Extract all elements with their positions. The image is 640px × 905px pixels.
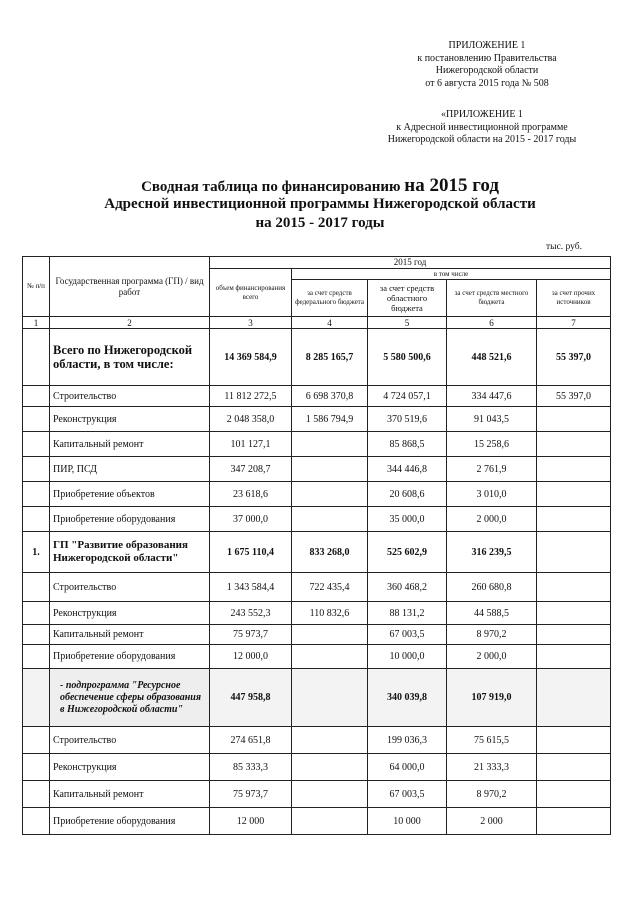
- table-row: [23, 386, 611, 407]
- col-header-local: за счет средств местного бюджета: [447, 280, 537, 317]
- cell-local: 2 000: [447, 808, 537, 835]
- cell-federal: 1 586 794,9: [292, 407, 368, 432]
- cell-other: [537, 625, 611, 645]
- appendix-line: от 6 августа 2015 года № 508: [425, 77, 549, 89]
- cell-local: 8 970,2: [447, 625, 537, 645]
- row-num: [23, 602, 50, 625]
- cell-local: 21 333,3: [447, 754, 537, 781]
- col-header-total: объем финансирования всего: [210, 269, 292, 317]
- table-row: [23, 482, 611, 507]
- appendix-header-program: [362, 109, 602, 147]
- cell-regional: 35 000,0: [368, 507, 447, 532]
- cell-other: [537, 507, 611, 532]
- row-label: ГП "Развитие образования Нижегородской области": [50, 532, 210, 573]
- cell-local: 75 615,5: [447, 727, 537, 754]
- table-row: [23, 407, 611, 432]
- cell-regional: 4 724 057,1: [368, 386, 447, 407]
- row-label: Строительство: [50, 727, 210, 754]
- row-num: [23, 808, 50, 835]
- cell-total: 1 343 584,4: [210, 573, 292, 602]
- row-label: Капитальный ремонт: [50, 781, 210, 808]
- table-row-subprogram: [23, 669, 611, 727]
- document-title: [0, 175, 640, 197]
- cell-other: [537, 727, 611, 754]
- cell-federal: [292, 507, 368, 532]
- col-number: 5: [368, 317, 447, 329]
- cell-total: 347 208,7: [210, 457, 292, 482]
- col-number: 3: [210, 317, 292, 329]
- row-label: Реконструкция: [50, 754, 210, 781]
- cell-total: 101 127,1: [210, 432, 292, 457]
- cell-local: 2 000,0: [447, 507, 537, 532]
- title-year: на 2015 год: [404, 175, 499, 196]
- cell-federal: [292, 754, 368, 781]
- row-label: Приобретение оборудования: [50, 808, 210, 835]
- row-num: [23, 432, 50, 457]
- appendix-line: к постановлению Правительства: [417, 52, 557, 64]
- cell-federal: [292, 482, 368, 507]
- row-num: [23, 727, 50, 754]
- cell-other: [537, 781, 611, 808]
- row-num: [23, 754, 50, 781]
- table-row: [23, 625, 611, 645]
- cell-total: 1 675 110,4: [210, 532, 292, 573]
- row-label: Всего по Нижегородской области, в том числе:: [50, 329, 210, 386]
- cell-local: 107 919,0: [447, 669, 537, 727]
- col-header-other: за счет прочих источников: [537, 280, 611, 317]
- cell-regional: 360 468,2: [368, 573, 447, 602]
- document-subtitle-period: на 2015 - 2017 годы: [255, 215, 385, 231]
- cell-other: [537, 754, 611, 781]
- cell-regional: 20 608,6: [368, 482, 447, 507]
- document-subtitle: Адресной инвестиционной программы Нижегородской области: [104, 196, 536, 212]
- row-num: [23, 507, 50, 532]
- table-row: [23, 781, 611, 808]
- cell-regional: 525 602,9: [368, 532, 447, 573]
- cell-regional: 344 446,8: [368, 457, 447, 482]
- cell-total: 447 958,8: [210, 669, 292, 727]
- table-row: [23, 432, 611, 457]
- table-row: [23, 602, 611, 625]
- cell-regional: 88 131,2: [368, 602, 447, 625]
- cell-local: 2 000,0: [447, 645, 537, 669]
- cell-total: 12 000: [210, 808, 292, 835]
- col-header-regional: за счет средств областного бюджета: [368, 280, 447, 317]
- cell-other: [537, 808, 611, 835]
- row-label: Капитальный ремонт: [50, 432, 210, 457]
- table-row: [23, 808, 611, 835]
- cell-total: 75 973,7: [210, 781, 292, 808]
- cell-federal: [292, 645, 368, 669]
- cell-other: [537, 482, 611, 507]
- cell-regional: 67 003,5: [368, 781, 447, 808]
- row-label: Реконструкция: [50, 407, 210, 432]
- cell-regional: 64 000,0: [368, 754, 447, 781]
- appendix-line: к Адресной инвестиционной программе: [396, 121, 568, 133]
- col-header-program: Государственная программа (ГП) / вид работ: [50, 257, 210, 317]
- cell-other: [537, 407, 611, 432]
- row-label: ПИР, ПСД: [50, 457, 210, 482]
- row-num: [23, 573, 50, 602]
- appendix-line: Нижегородской области: [435, 65, 539, 76]
- cell-local: 91 043,5: [447, 407, 537, 432]
- financing-table: [22, 256, 611, 835]
- col-number: 4: [292, 317, 368, 329]
- cell-federal: [292, 432, 368, 457]
- appendix-header: [382, 40, 592, 90]
- col-number: 6: [447, 317, 537, 329]
- cell-federal: [292, 808, 368, 835]
- row-label: - подпрограмма "Ресурсное обеспечение сферы образования в Нижегородской области": [50, 669, 210, 727]
- cell-other: [537, 645, 611, 669]
- unit-label: тыс. руб.: [546, 242, 582, 252]
- cell-federal: [292, 457, 368, 482]
- table-row: [23, 727, 611, 754]
- table-row: [23, 573, 611, 602]
- cell-federal: 8 285 165,7: [292, 329, 368, 386]
- cell-total: 85 333,3: [210, 754, 292, 781]
- table-row: [23, 507, 611, 532]
- cell-regional: 10 000,0: [368, 645, 447, 669]
- cell-other: [537, 602, 611, 625]
- row-num: [23, 386, 50, 407]
- cell-federal: [292, 625, 368, 645]
- row-label: Реконструкция: [50, 602, 210, 625]
- cell-other: 55 397,0: [537, 329, 611, 386]
- row-num: 1.: [23, 532, 50, 573]
- cell-regional: 340 039,8: [368, 669, 447, 727]
- cell-total: 2 048 358,0: [210, 407, 292, 432]
- cell-other: [537, 669, 611, 727]
- cell-regional: 370 519,6: [368, 407, 447, 432]
- row-label: Строительство: [50, 573, 210, 602]
- appendix-line: «ПРИЛОЖЕНИЕ 1: [441, 109, 523, 120]
- cell-other: [537, 573, 611, 602]
- cell-federal: 722 435,4: [292, 573, 368, 602]
- col-number: 1: [23, 317, 50, 329]
- row-num: [23, 482, 50, 507]
- column-number-row: [23, 317, 611, 329]
- cell-total: 75 973,7: [210, 625, 292, 645]
- cell-regional: 5 580 500,6: [368, 329, 447, 386]
- col-header-num: № п/п: [23, 257, 50, 317]
- row-label: Приобретение оборудования: [50, 645, 210, 669]
- cell-total: 274 651,8: [210, 727, 292, 754]
- cell-federal: [292, 727, 368, 754]
- table-row-total: [23, 329, 611, 386]
- cell-total: 12 000,0: [210, 645, 292, 669]
- row-num: [23, 329, 50, 386]
- cell-local: 2 761,9: [447, 457, 537, 482]
- cell-federal: 6 698 370,8: [292, 386, 368, 407]
- cell-other: [537, 532, 611, 573]
- row-num: [23, 645, 50, 669]
- appendix-line: ПРИЛОЖЕНИЕ 1: [448, 40, 526, 51]
- col-header-federal: за счет средств федерального бюджета: [292, 280, 368, 317]
- cell-local: 260 680,8: [447, 573, 537, 602]
- cell-local: 3 010,0: [447, 482, 537, 507]
- row-label: Приобретение объектов: [50, 482, 210, 507]
- cell-regional: 67 003,5: [368, 625, 447, 645]
- row-label: Строительство: [50, 386, 210, 407]
- row-label: Капитальный ремонт: [50, 625, 210, 645]
- cell-other: [537, 457, 611, 482]
- cell-other: [537, 432, 611, 457]
- table-row-program: [23, 532, 611, 573]
- title-main: Сводная таблица по финансированию: [141, 179, 401, 195]
- row-num: [23, 625, 50, 645]
- cell-local: 44 588,5: [447, 602, 537, 625]
- cell-regional: 85 868,5: [368, 432, 447, 457]
- cell-federal: 110 832,6: [292, 602, 368, 625]
- cell-total: 37 000,0: [210, 507, 292, 532]
- appendix-line: Нижегородской области на 2015 - 2017 годы: [387, 134, 577, 145]
- col-number: 2: [50, 317, 210, 329]
- cell-regional: 10 000: [368, 808, 447, 835]
- row-num: [23, 407, 50, 432]
- cell-local: 15 258,6: [447, 432, 537, 457]
- cell-federal: [292, 781, 368, 808]
- row-num: [23, 457, 50, 482]
- cell-regional: 199 036,3: [368, 727, 447, 754]
- col-header-incl: в том числе: [292, 269, 611, 280]
- row-num: [23, 781, 50, 808]
- cell-total: 23 618,6: [210, 482, 292, 507]
- table-row: [23, 457, 611, 482]
- cell-federal: [292, 669, 368, 727]
- table-row: [23, 645, 611, 669]
- cell-local: 448 521,6: [447, 329, 537, 386]
- cell-local: 334 447,6: [447, 386, 537, 407]
- col-number: 7: [537, 317, 611, 329]
- col-header-year: 2015 год: [210, 257, 611, 269]
- cell-local: 316 239,5: [447, 532, 537, 573]
- cell-local: 8 970,2: [447, 781, 537, 808]
- cell-other: 55 397,0: [537, 386, 611, 407]
- cell-total: 14 369 584,9: [210, 329, 292, 386]
- row-label: Приобретение оборудования: [50, 507, 210, 532]
- cell-federal: 833 268,0: [292, 532, 368, 573]
- row-num: [23, 669, 50, 727]
- cell-total: 11 812 272,5: [210, 386, 292, 407]
- cell-total: 243 552,3: [210, 602, 292, 625]
- table-row: [23, 754, 611, 781]
